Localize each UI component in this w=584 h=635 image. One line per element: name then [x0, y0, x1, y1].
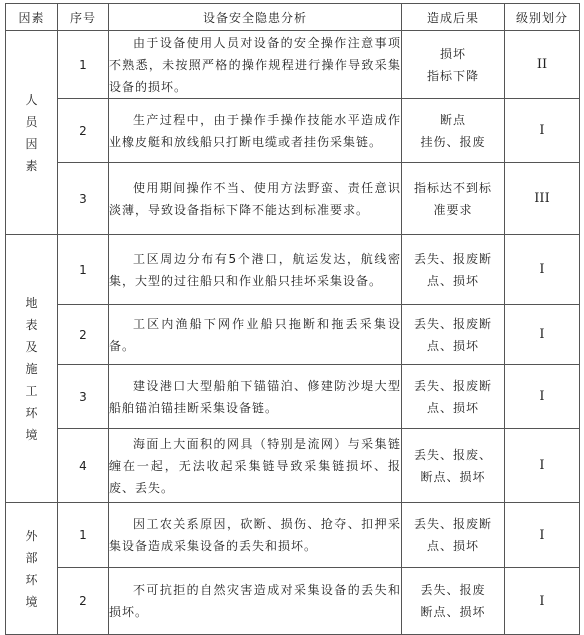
consequence-line: 点、损坏 [426, 273, 479, 288]
consequence-line: 点、损坏 [426, 539, 479, 553]
factor-external-cell [6, 503, 58, 635]
consequence-cell [402, 99, 505, 163]
table-row [6, 99, 580, 163]
row-number: 4 [58, 429, 109, 503]
row-number: 1 [58, 31, 109, 99]
header-number: 序号 [58, 4, 109, 31]
factor-environment-cell [6, 235, 58, 503]
row-number: 1 [58, 235, 109, 305]
header-analysis: 设备安全隐患分析 [109, 4, 402, 31]
hazard-analysis-text: 由于设备使用人员对设备的安全操作注意事项不熟悉，未按照严格的操作规程进行操作导致采集设备的损坏。 [109, 35, 401, 94]
factor-char: 人 [25, 92, 38, 107]
table-row [6, 305, 580, 365]
consequence-cell [402, 429, 505, 503]
hazard-analysis-table [5, 3, 580, 635]
table-row [6, 429, 580, 503]
factor-char: 施 [25, 361, 38, 376]
hazard-analysis-cell [109, 99, 402, 163]
hazard-analysis-text: 海面上大面积的网具（特别是流网）与采集链缠在一起，无法收起采集链导致采集链损坏、报废、丢失。 [109, 436, 401, 495]
consequence-line: 丢失、报废断 [413, 251, 492, 266]
hazard-analysis-cell [109, 235, 402, 305]
consequence-line: 点、损坏 [426, 400, 479, 415]
table-header-row [6, 4, 580, 31]
consequence-cell [402, 503, 505, 568]
risk-level: I [505, 99, 580, 163]
factor-char: 工 [25, 383, 38, 398]
hazard-analysis-cell [109, 305, 402, 365]
risk-level: I [505, 568, 580, 635]
factor-char: 境 [25, 594, 38, 609]
consequence-cell [402, 365, 505, 429]
risk-level: I [505, 503, 580, 568]
consequence-cell [402, 31, 505, 99]
consequence-cell [402, 305, 505, 365]
table-row [6, 163, 580, 235]
consequence-line: 丢失、报废、 [413, 447, 492, 462]
factor-char: 部 [25, 550, 38, 565]
factor-char: 环 [25, 572, 38, 587]
factor-char: 因 [25, 136, 38, 151]
consequence-line: 丢失、报废断 [413, 378, 492, 393]
table-row [6, 235, 580, 305]
hazard-analysis-cell [109, 31, 402, 99]
risk-level: I [505, 365, 580, 429]
factor-char: 素 [25, 158, 38, 173]
hazard-analysis-text: 因工农关系原因，砍断、损伤、抢夺、扣押采集设备造成采集设备的丢失和损坏。 [109, 517, 401, 553]
consequence-line: 指标达不到标 [413, 180, 492, 195]
consequence-line: 准要求 [433, 202, 473, 217]
hazard-analysis-text: 工区内渔船下网作业船只拖断和拖丢采集设备。 [109, 316, 401, 353]
table-row [6, 365, 580, 429]
consequence-cell [402, 568, 505, 635]
factor-char: 环 [25, 405, 38, 420]
consequence-line: 丢失、报废断 [413, 316, 492, 331]
table-body [6, 31, 580, 635]
consequence-line: 丢失、报废断 [413, 517, 492, 531]
hazard-analysis-text: 生产过程中，由于操作手操作技能水平造成作业橡皮艇和放线船只打断电缆或者挂伤采集链。 [109, 112, 401, 149]
factor-char: 及 [25, 339, 38, 354]
risk-level: I [505, 305, 580, 365]
header-factor: 因素 [6, 4, 58, 31]
factor-char: 员 [25, 114, 38, 129]
factor-personnel-cell [6, 31, 58, 235]
risk-level: II [505, 31, 580, 99]
factor-char: 外 [25, 528, 38, 543]
consequence-line: 挂伤、报废 [420, 134, 486, 149]
hazard-analysis-cell [109, 429, 402, 503]
consequence-line: 丢失、报废 [420, 583, 486, 597]
consequence-cell [402, 163, 505, 235]
factor-char: 境 [25, 427, 38, 442]
row-number: 2 [58, 305, 109, 365]
hazard-analysis-cell [109, 365, 402, 429]
row-number: 3 [58, 163, 109, 235]
consequence-line: 点、损坏 [426, 338, 479, 353]
consequence-line: 断点 [439, 112, 466, 127]
hazard-analysis-text: 工区周边分布有5个港口，航运发达，航线密集，大型的过往船只和作业船只挂坏采集设备。 [109, 251, 401, 288]
row-number: 3 [58, 365, 109, 429]
factor-char: 表 [25, 317, 38, 332]
row-number: 1 [58, 503, 109, 568]
table-row [6, 568, 580, 635]
hazard-analysis-text: 建设港口大型船舶下锚锚泊、修建防沙堤大型船舶锚泊锚挂断采集设备链。 [109, 378, 401, 415]
header-level: 级别划分 [505, 4, 580, 31]
consequence-line: 损坏 [439, 46, 466, 61]
consequence-cell [402, 235, 505, 305]
factor-char: 地 [25, 295, 38, 310]
table-row [6, 31, 580, 99]
hazard-analysis-cell [109, 163, 402, 235]
hazard-analysis-cell [109, 503, 402, 568]
row-number: 2 [58, 99, 109, 163]
row-number: 2 [58, 568, 109, 635]
hazard-analysis-text: 不可抗拒的自然灾害造成对采集设备的丢失和损坏。 [109, 583, 401, 619]
consequence-line: 断点、损坏 [420, 605, 486, 619]
consequence-line: 断点、损坏 [420, 469, 486, 484]
consequence-line: 指标下降 [426, 68, 479, 83]
hazard-analysis-text: 使用期间操作不当、使用方法野蛮、责任意识淡薄，导致设备指标下降不能达到标准要求。 [109, 180, 401, 217]
hazard-analysis-cell [109, 568, 402, 635]
risk-level: III [505, 163, 580, 235]
table-row [6, 503, 580, 568]
risk-level: I [505, 235, 580, 305]
risk-level: I [505, 429, 580, 503]
header-result: 造成后果 [402, 4, 505, 31]
